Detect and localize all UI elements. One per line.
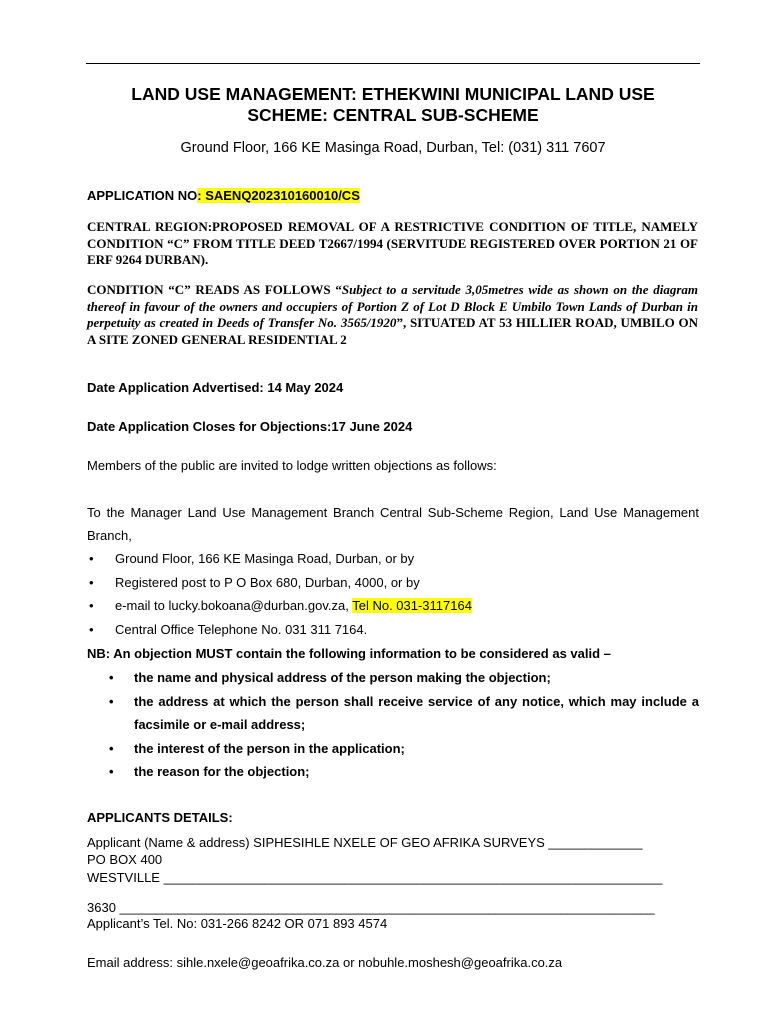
condition-outro: ”, SITUATED AT 53 HILLIER ROAD, UMBILO ON A SITE ZONED GENERAL RESIDENTIAL 2 — [87, 315, 698, 347]
method-text: Central Office Telephone No. 031 311 7164. — [115, 621, 368, 637]
applicant-postal-code: 3630 __________________________________________________________________________ — [87, 900, 655, 915]
list-item — [87, 547, 472, 571]
requirement-text: the name and physical address of the person making the objection; — [134, 670, 551, 685]
bullet-icon: • — [89, 598, 94, 613]
requirement-text: the interest of the person in the application; — [134, 740, 405, 756]
application-number — [87, 188, 360, 204]
requirement-text: the address at which the person shall receive service of any notice, which may include a facsimile or e-mail address; — [134, 693, 699, 732]
list-item — [107, 760, 699, 784]
applicant-tel: Applicant’s Tel. No: 031-266 8242 OR 071 893 4574 — [87, 916, 388, 931]
bullet-icon: • — [89, 621, 94, 637]
bullet-icon: • — [89, 574, 94, 590]
date-closes: Date Application Closes for Objections:17 June 2024 — [87, 419, 413, 434]
highlighted-tel: Tel No. 031-3117164 — [352, 598, 472, 613]
applicant-po-box: PO BOX 400 — [87, 852, 163, 867]
condition-paragraph — [87, 282, 698, 348]
method-text: Registered post to P O Box 680, Durban, 4000, or by — [115, 574, 420, 590]
list-item — [87, 571, 472, 595]
top-rule — [86, 63, 700, 64]
requirement-text: the reason for the objection; — [134, 764, 310, 779]
application-description: CENTRAL REGION:PROPOSED REMOVAL OF A RESTRICTIVE CONDITION OF TITLE, NAMELY CONDITION “C” FROM TITLE DEED T2667/1994 (SERVITUDE REGISTERED OVER PORTION 21 OF ERF 9264 DURBAN). — [87, 219, 698, 267]
list-item — [107, 690, 699, 737]
submission-methods-list — [87, 547, 472, 641]
bullet-icon: • — [109, 693, 114, 709]
list-item — [107, 737, 699, 761]
list-item — [87, 594, 472, 618]
applicant-name: Applicant (Name & address) SIPHESIHLE NXELE OF GEO AFRIKA SURVEYS _____________ — [87, 835, 643, 850]
title-line-1: LAND USE MANAGEMENT: ETHEKWINI MUNICIPAL LAND USE — [131, 84, 655, 104]
objection-requirements-list — [107, 666, 699, 784]
list-item — [87, 618, 472, 642]
condition-intro: CONDITION “C” READS AS FOLLOWS “ — [87, 282, 342, 297]
office-address: Ground Floor, 166 KE Masinga Road, Durban, Tel: (031) 311 7607 — [180, 140, 606, 156]
applicant-email: Email address: sihle.nxele@geoafrika.co.za or nobuhle.moshesh@geoafrika.co.za — [87, 955, 563, 970]
bullet-icon: • — [109, 764, 114, 779]
nb-requirement-heading: NB: An objection MUST contain the following information to be considered as valid – — [87, 646, 611, 661]
bullet-icon: • — [89, 551, 94, 566]
bullet-icon: • — [109, 670, 114, 685]
method-text: Ground Floor, 166 KE Masinga Road, Durban, or by — [115, 551, 415, 566]
applicant-town: WESTVILLE _____________________________________________________________________ — [87, 870, 663, 885]
condition-text: Subject to a servitude 3,05metres wide as shown on the diagram thereof in favour of the owners and occupiers of Portion Z of Lot D Block E Umbilo Town Lands of Durban in perpetuity as created in Deeds of Transfer No. 3565/1920 — [87, 282, 698, 330]
title-line-2: SCHEME: CENTRAL SUB-SCHEME — [247, 105, 539, 125]
objections-recipient: To the Manager Land Use Management Branch Central Sub-Scheme Region, Land Use Management Branch, — [87, 505, 699, 543]
objections-intro: Members of the public are invited to lodge written objections as follows: — [87, 458, 497, 473]
application-number-value: : SAENQ202310160010/CS — [197, 188, 360, 203]
applicant-heading: APPLICANTS DETAILS: — [87, 810, 233, 825]
application-number-label: APPLICATION NO — [87, 188, 198, 203]
method-text: e-mail to lucky.bokoana@durban.gov.za, — [115, 598, 353, 613]
date-advertised: Date Application Advertised: 14 May 2024 — [87, 380, 344, 395]
list-item — [107, 666, 699, 690]
bullet-icon: • — [109, 740, 114, 756]
notice-title — [86, 84, 700, 126]
